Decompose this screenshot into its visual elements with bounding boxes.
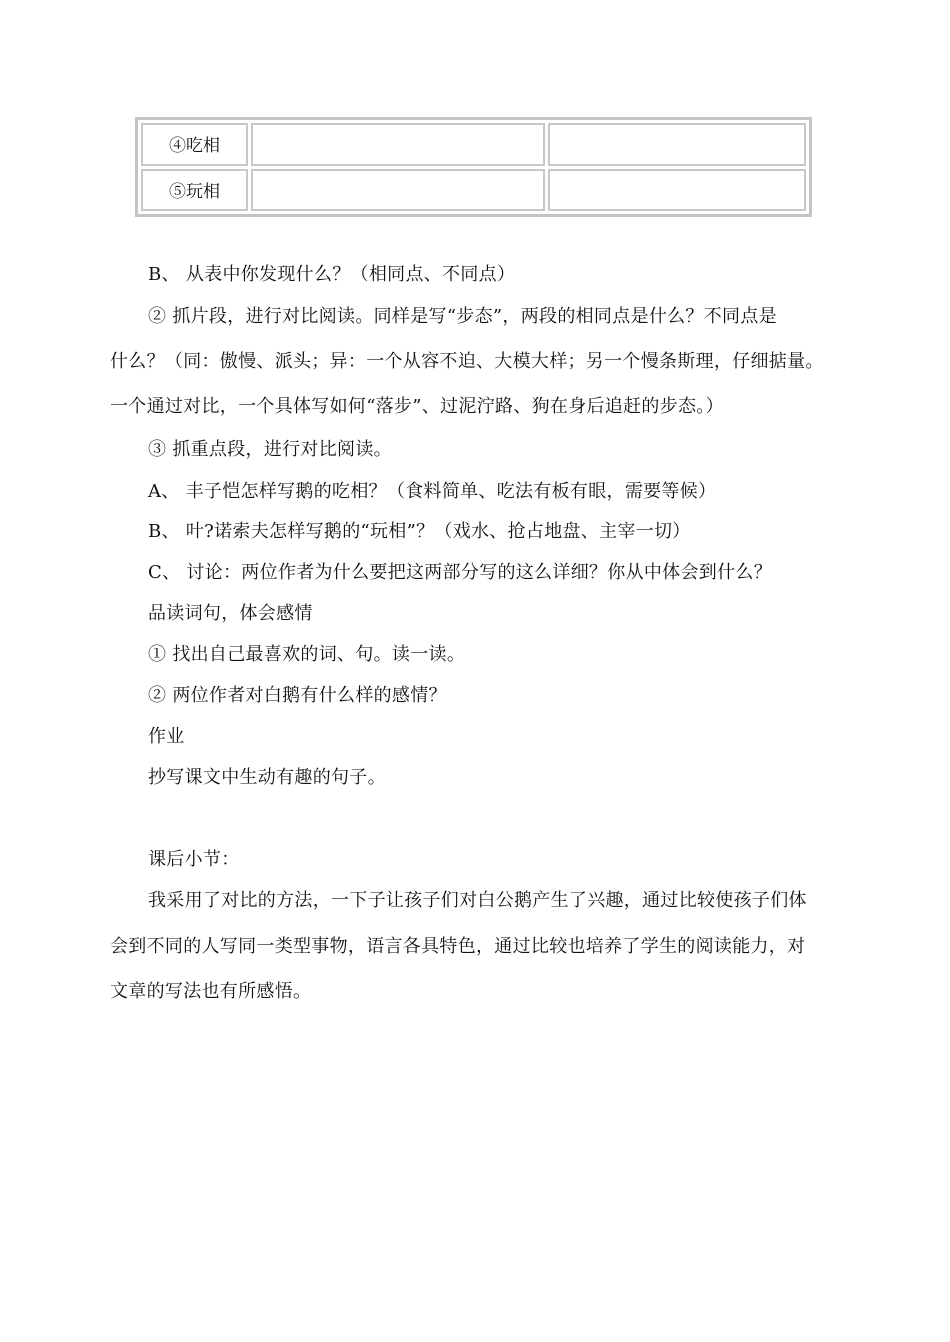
paragraph-step-2-line-3: 一个通过对比，一个具体写如何“落步”、过泥泞路、狗在身后追赶的步态。） bbox=[110, 396, 724, 417]
section-heading-reading: 品读词句，体会感情 bbox=[148, 603, 313, 624]
paragraph-question-c: C、 讨论：两位作者为什么要把这两部分写的这么详细？你从中体会到什么？ bbox=[148, 562, 772, 583]
table-cell-label: ⑤玩相 bbox=[141, 169, 248, 212]
paragraph-summary-line-1: 我采用了对比的方法，一下子让孩子们对白公鹅产生了兴趣，通过比较使孩子们体 bbox=[148, 890, 807, 911]
table-cell bbox=[548, 123, 806, 166]
table-cell-label: ④吃相 bbox=[141, 123, 248, 166]
paragraph-summary-line-3: 文章的写法也有所感悟。 bbox=[110, 981, 312, 1002]
table-cell bbox=[251, 123, 545, 166]
paragraph-step-3: ③ 抓重点段，进行对比阅读。 bbox=[148, 439, 392, 460]
paragraph-step-2-line-2: 什么？（同：傲慢、派头；异：一个从容不迫、大模大样；另一个慢条斯理，仔细掂量。 bbox=[110, 351, 824, 372]
paragraph-item-2: ② 两位作者对白鹅有什么样的感情？ bbox=[148, 685, 447, 706]
table-row bbox=[141, 169, 806, 212]
paragraph-summary-line-2: 会到不同的人写同一类型事物，语言各具特色，通过比较也培养了学生的阅读能力，对 bbox=[110, 936, 806, 957]
paragraph-step-2-line-1: ② 抓片段，进行对比阅读。同样是写“步态”，两段的相同点是什么？不同点是 bbox=[148, 306, 777, 327]
paragraph-question-a: A、 丰子恺怎样写鹅的吃相？（食料简单、吃法有板有眼，需要等候） bbox=[148, 481, 717, 502]
section-heading-homework: 作业 bbox=[148, 726, 185, 747]
paragraph-question-b2: B、 叶?诺索夫怎样写鹅的“玩相”？（戏水、抢占地盘、主宰一切） bbox=[148, 521, 691, 542]
comparison-table-grid bbox=[138, 120, 809, 214]
paragraph-homework: 抄写课文中生动有趣的句子。 bbox=[148, 767, 386, 788]
section-heading-summary: 课后小节： bbox=[148, 849, 240, 870]
paragraph-item-1: ① 找出自己最喜欢的词、句。读一读。 bbox=[148, 644, 466, 665]
table-cell bbox=[548, 169, 806, 212]
table-row bbox=[141, 123, 806, 166]
table-cell bbox=[251, 169, 545, 212]
paragraph-question-b: B、 从表中你发现什么？（相同点、不同点） bbox=[148, 264, 516, 285]
comparison-table bbox=[135, 117, 812, 217]
